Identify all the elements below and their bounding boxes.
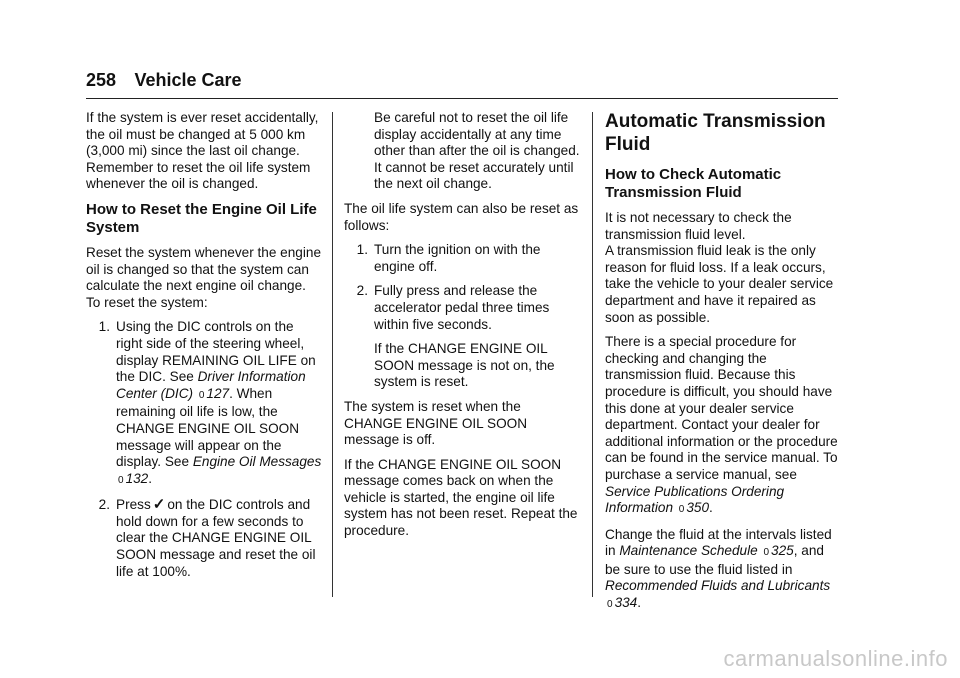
step-number: 2. (98, 497, 110, 513)
page-number: 258 (86, 70, 117, 90)
paragraph-part: There is a special procedure for checking and changing the transmission fluid. Because this procedure is difficult, you should have this done at your dealer service department. Contact your dealer for additional information or the procedure can be found in the service manual. To purchase a service manual, see (605, 334, 838, 482)
paragraph: Change the fluid at the intervals listed in Maintenance Schedule 0 325, and be sure to use the fluid listed in Recommended Fluids and Lubricants 0 334. (605, 526, 832, 611)
column-divider (332, 112, 333, 597)
page-header (86, 70, 838, 99)
check-fluid-heading: How to Check Automatic Transmission Fluid (605, 166, 782, 201)
remember-text: Remember to reset the oil life system whenever the oil is changed. (86, 159, 311, 192)
page-ref-icon: 0 (763, 547, 770, 559)
column-right (605, 110, 841, 622)
step-number: 1. (98, 319, 110, 335)
section-title: Vehicle Care (134, 70, 242, 90)
column-divider (592, 112, 593, 597)
page-ref[interactable]: 127 (206, 385, 230, 401)
xref-link[interactable]: Recommended Fluids and Lubricants (605, 578, 831, 594)
column-left (86, 110, 322, 588)
checkmark-icon: ✓ (152, 496, 166, 514)
step-text: Fully press and release the accelerator pedal three times within five seconds. (374, 283, 550, 332)
transmission-title: Automatic Transmission Fluid (605, 111, 826, 155)
xref-link[interactable]: Service Publications Ordering Information (605, 483, 785, 516)
paragraph-part: Change the fluid at the intervals listed in (605, 526, 832, 559)
reset-warning-text: If the system is ever reset accidentally, the oil must be changed at 5 000 km (3,000 mi) since the last oil change. (86, 110, 319, 159)
page-ref[interactable]: 132 (125, 470, 149, 486)
step-number: 2. (356, 283, 368, 299)
paragraph-part: , and be sure to use the fluid listed in (605, 543, 824, 577)
xref-link[interactable]: Driver Information Center (DIC) (116, 369, 306, 401)
list-item (86, 319, 322, 489)
watermark: carmanualsonline.info (723, 646, 948, 671)
reset-intro: Reset the system whenever the engine oil is changed so that the system can calculate the next engine oil change. To reset the system: (86, 244, 322, 310)
page-ref[interactable]: 334 (614, 595, 638, 611)
step-text (116, 497, 322, 580)
page-ref-icon: 0 (118, 474, 124, 486)
step-number: 1. (356, 242, 368, 258)
caution-text: Be careful not to reset the oil life display accidentally at any time other than after the oil is changed. It cannot be reset accurately until the next oil change. (374, 110, 580, 192)
step-text-part: When remaining oil life is low, the CHANGE ENGINE OIL SOON message will appear on the display. See (116, 385, 300, 470)
alt-reset-intro: The oil life system can also be reset as follows: (344, 200, 579, 233)
step-text-part: Using the DIC controls on the right side of the steering wheel, display REMAINING OIL LIFE on the DIC. See (116, 319, 316, 385)
page-ref-icon: 0 (198, 389, 205, 401)
xref-link[interactable]: Engine Oil Messages (192, 454, 322, 470)
paragraph: It is not necessary to check the transmission fluid level. (605, 210, 792, 242)
step-text: Using the DIC controls on the right side of the steering wheel, display REMAINING OIL LIFE on the DIC. See Driver Information Center (DIC) 0 127. When remaining oil life is low, the CHANGE ENGINE OIL SOON message will appear on the display. See Engine Oil Messages 0 132. (116, 319, 322, 486)
reset-heading: How to Reset the Engine Oil Life System (86, 200, 317, 236)
page-ref-icon: 0 (607, 599, 613, 611)
page-ref[interactable]: 350 (686, 500, 710, 516)
repeat-instruction: If the CHANGE ENGINE OIL SOON message comes back on when the vehicle is started, the engine oil life system has not been reset. Repeat the procedure. (344, 456, 578, 539)
list-item (344, 242, 580, 275)
reset-confirmation: The system is reset when the CHANGE ENGINE OIL SOON message is off. (344, 398, 528, 448)
step-text-part: on the DIC controls and hold down for a few seconds to clear the CHANGE ENGINE OIL SOON message and reset the oil life at 100%. (116, 497, 316, 579)
list-item (344, 283, 580, 333)
step-text: Turn the ignition on with the engine off. (374, 242, 541, 274)
paragraph: A transmission fluid leak is the only reason for fluid loss. If a leak occurs, take the vehicle to your dealer service department and have it repaired as soon as possible. (605, 243, 834, 325)
paragraph: There is a special procedure for checking and changing the transmission fluid. Because this procedure is difficult, you should have this done at your dealer service department. Contact your dealer for additional information or the procedure can be found in the service manual. To purchase a service manual, see Service Publications Ordering Information 0 350. (605, 334, 838, 516)
page-ref-icon: 0 (678, 504, 685, 516)
list-item (86, 497, 322, 580)
xref-link[interactable]: Maintenance Schedule (619, 543, 758, 559)
page-ref[interactable]: 325 (771, 543, 794, 559)
step-text-part: Press (116, 497, 151, 513)
step-note: If the CHANGE ENGINE OIL SOON message is not on, the system is reset. (374, 341, 555, 390)
column-middle (344, 110, 580, 548)
